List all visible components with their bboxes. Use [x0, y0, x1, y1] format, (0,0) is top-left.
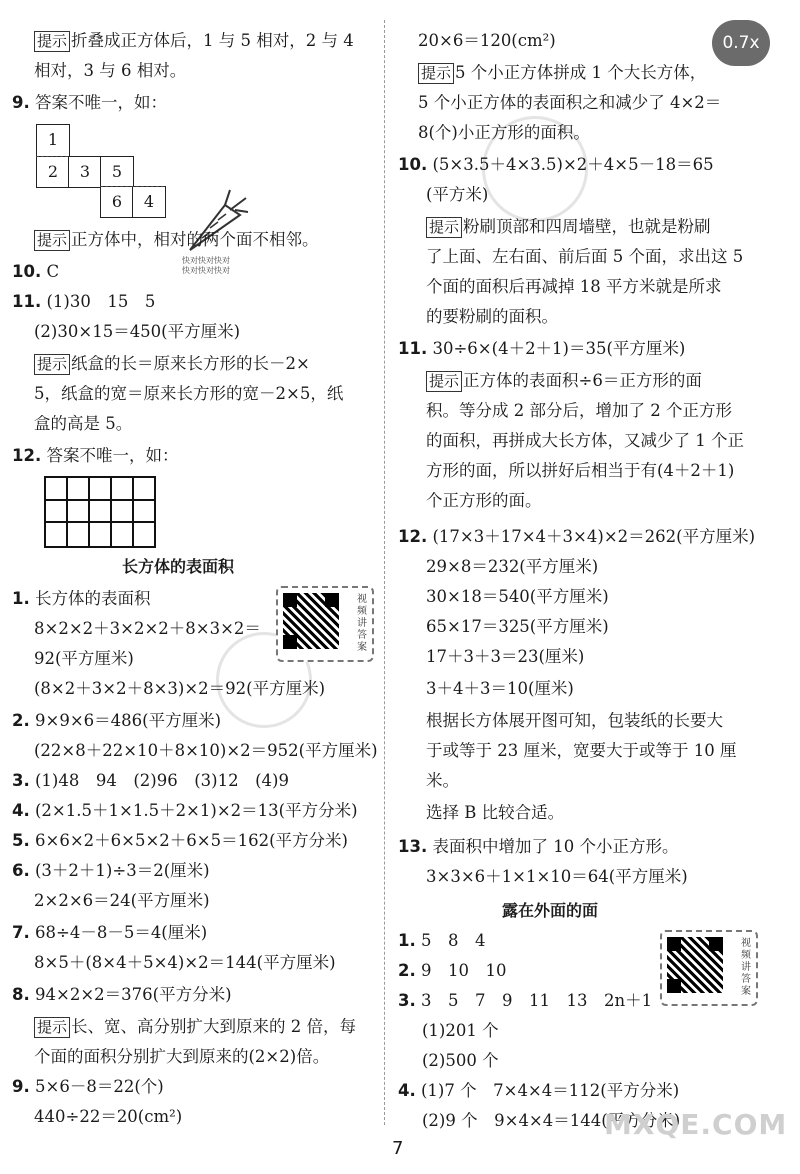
section-question-1: 1. 长方体的表面积 [12, 589, 151, 608]
column-divider [384, 20, 385, 1125]
playback-speed-badge[interactable] [712, 20, 770, 66]
text-line: 选择 B 比较合适。 [426, 803, 565, 822]
tip-label: 提示 [426, 371, 462, 392]
qr-code[interactable] [660, 930, 758, 1006]
tip-label: 提示 [34, 1017, 70, 1038]
tip-label: 提示 [34, 31, 70, 52]
fold-line [100, 186, 164, 187]
text-line: 了上面、左右面、前后面 5 个面，求出这 5 [426, 247, 744, 266]
question-11: 11. (1)30 15 5 [12, 292, 156, 311]
text-line: 个面的面积后再减掉 18 平方米就是所求 [426, 277, 722, 296]
text-line: 米。 [426, 771, 459, 790]
tip-label: 提示 [34, 230, 70, 251]
section-title: 长方体的表面积 [122, 557, 235, 576]
text-line: 方形的面，所以拼好后相当于有(4＋2＋1) [426, 461, 735, 480]
section-question-3: 3. (1)48 94 (2)96 (3)12 (4)9 [12, 771, 289, 790]
text-line: (2)30×15＝450(平方厘米) [34, 322, 241, 341]
section-question-2: 2. 9 10 10 [398, 961, 507, 980]
tip-label: 提示 [418, 63, 454, 84]
text-line: 盒的高是 5。 [34, 414, 133, 433]
text-line: 提示 折叠成正方体后，1 与 5 相对，2 与 4 [34, 30, 354, 52]
section-question-6: 6. (3＋2＋1)÷3＝2(厘米) [12, 861, 210, 880]
text-line: 5，纸盒的宽＝原来长方形的宽－2×5，纸 [34, 384, 344, 403]
text-line: (8×2＋3×2＋8×3)×2＝92(平方厘米) [34, 679, 326, 698]
section-question-1: 1. 5 8 4 [398, 931, 486, 950]
text-line: (2)9 个 9×4×4＝144(平方分米) [422, 1111, 681, 1130]
text-line: 相对，3 与 6 相对。 [34, 61, 187, 80]
section-question-2: 2. 9×9×6＝486(平方厘米) [12, 711, 222, 730]
page-number: 7 [392, 1138, 404, 1159]
text-line: 个正方形的面。 [426, 491, 542, 510]
qr-code-label: 视频讲答案 [357, 594, 367, 653]
question-11-right: 11. 30÷6×(4＋2＋1)＝35(平方厘米) [398, 339, 686, 358]
text-line: 8(个)小正方形的面积。 [418, 123, 590, 142]
text-line: 于或等于 23 厘米，宽要大于或等于 10 厘 [426, 741, 737, 760]
qr-code[interactable] [276, 586, 374, 662]
text-line: 的要粉刷的面积。 [426, 307, 558, 326]
text-line: 提示 长、宽、高分别扩大到原来的 2 倍，每 [34, 1016, 356, 1038]
text-line: 提示 正方体的表面积÷6＝正方形的面 [426, 370, 702, 392]
grid-answer-figure [44, 476, 156, 548]
fold-line [36, 156, 68, 157]
text-line: 积。等分成 2 部分后，增加了 2 个正方形 [426, 401, 732, 420]
text-line: (22×8＋22×10＋8×10)×2＝952(平方厘米) [34, 741, 378, 760]
section-question-7: 7. 68÷4－8－5＝4(厘米) [12, 923, 208, 942]
question-10-right: 10. (5×3.5＋4×3.5)×2＋4×5－18＝65 [398, 155, 714, 174]
text-line: 提示 粉刷顶部和四周墙壁，也就是粉刷 [426, 216, 711, 238]
text-line: 5 个小正方体的表面积之和减少了 4×2＝ [418, 93, 722, 112]
text-line: 提示 5 个小正方体拼成 1 个大长方体， [418, 62, 706, 84]
section-question-4: 4. (1)7 个 7×4×4＝112(平方分米) [398, 1081, 680, 1100]
text-line: 个面的面积分别扩大到原来的(2×2)倍。 [34, 1047, 330, 1066]
playback-speed-label: 0.7x [722, 33, 760, 53]
section-question-9: 9. 5×6－8＝22(个) [12, 1077, 164, 1096]
doodle-note: 快对快对快对 快对快对快对 [182, 256, 230, 275]
cube-net-cell: 4 [132, 186, 166, 218]
cube-net-cell: 6 [100, 186, 134, 218]
qr-code-image [667, 937, 723, 993]
text-line: 29×8＝232(平方厘米) [426, 557, 599, 576]
site-watermark: MXQE.COM [604, 1108, 788, 1141]
question-12-right: 12. (17×3＋17×4＋3×4)×2＝262(平方厘米) [398, 527, 756, 546]
text-line: 3×3×6＋1×1×10＝64(平方厘米) [426, 867, 688, 886]
text-line: (平方米) [426, 185, 489, 204]
section-title: 露在外面的面 [502, 901, 599, 920]
cube-net-cell: 5 [100, 156, 134, 188]
question-12: 12. 答案不唯一，如： [12, 446, 179, 465]
text-line: 8×2×2＋3×2×2＋8×3×2＝ [34, 619, 261, 638]
section-question-4: 4. (2×1.5＋1×1.5＋2×1)×2＝13(平方分米) [12, 801, 358, 820]
text-line: (2)500 个 [422, 1051, 499, 1070]
text-line: 2×2×6＝24(平方厘米) [34, 891, 210, 910]
cube-net-cell: 2 [36, 156, 70, 188]
section-question-8: 8. 94×2×2＝376(平方分米) [12, 985, 232, 1004]
tip-label: 提示 [34, 354, 70, 375]
text-line: (1)201 个 [422, 1021, 499, 1040]
question-number: 9. [12, 93, 30, 112]
text-line: 440÷22＝20(cm²) [34, 1107, 183, 1126]
text-line: 提示 纸盒的长＝原来长方形的长－2× [34, 353, 310, 375]
question-9: 9. 答案不唯一，如： [12, 93, 167, 112]
text-line: 根据长方体展开图可知，包装纸的长要大 [426, 711, 723, 730]
text-line: 65×17＝325(平方厘米) [426, 617, 609, 636]
section-question-3: 3. 3 5 7 9 11 13 2n＋1 [398, 991, 653, 1010]
qr-code-label: 视频讲答案 [741, 938, 751, 997]
text-line: 的面积，再拼成大长方体，又减少了 1 个正 [426, 431, 744, 450]
tip-label: 提示 [426, 217, 462, 238]
text-line: 30×18＝540(平方厘米) [426, 587, 609, 606]
text-line: 3＋4＋3＝10(厘米) [426, 679, 574, 698]
text-line: 提示 正方体中，相对的两个面不相邻。 [34, 229, 319, 251]
question-10: 10. C [12, 262, 60, 281]
qr-code-image [283, 593, 339, 649]
text-line: 8×5＋(8×4＋5×4)×2＝144(平方厘米) [34, 953, 336, 972]
cube-net-cell: 3 [68, 156, 102, 188]
section-question-5: 5. 6×6×2＋6×5×2＋6×5＝162(平方分米) [12, 831, 348, 850]
question-13-right: 13. 表面积中增加了 10 个小正方形。 [398, 837, 679, 856]
text-line: 17＋3＋3＝23(厘米) [426, 647, 585, 666]
text-line: 92(平方厘米) [34, 649, 134, 668]
text-line: 20×6＝120(cm²) [418, 31, 556, 50]
cube-net-cell: 1 [36, 124, 70, 158]
